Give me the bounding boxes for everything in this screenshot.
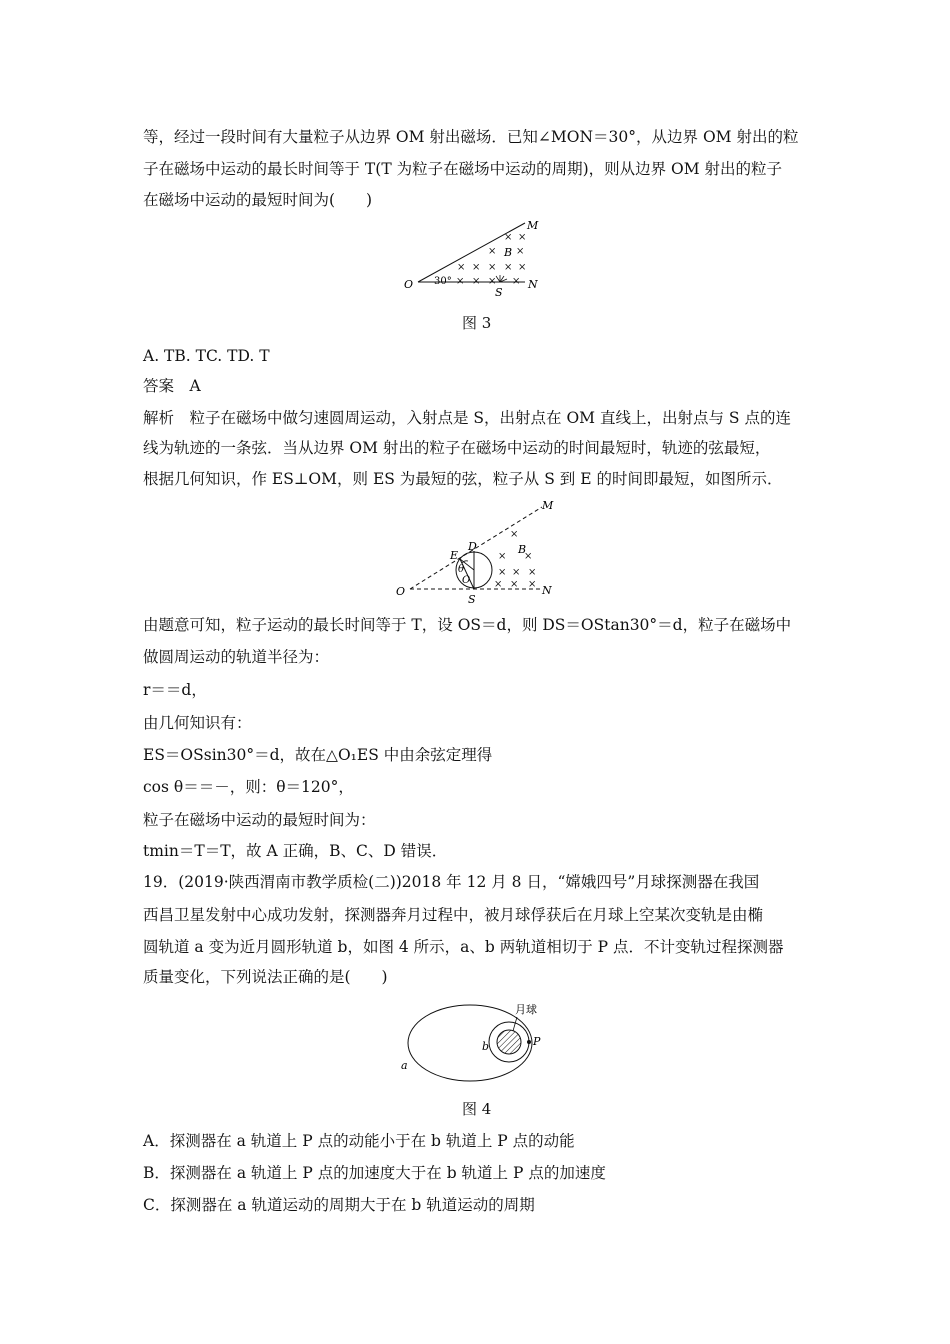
figure-3-diagram	[400, 218, 550, 300]
fig3-label-s: S	[495, 286, 503, 299]
fig4-label-b: b	[482, 1040, 490, 1053]
fig3-label-m: M	[527, 219, 539, 232]
field-cross-mark: ×	[516, 246, 525, 257]
field-cross-mark: ×	[524, 551, 533, 562]
fig-analysis-label-o1: O	[462, 575, 471, 586]
fig4-label-p: P	[533, 1035, 541, 1048]
fig3-angle-label: 30°	[434, 276, 452, 287]
q19-text-line-3: 圆轨道 a 变为近月圆形轨道 b，如图 4 所示，a、b 两轨道相切于 P 点．不计变轨过程探测器	[143, 938, 784, 956]
field-cross-mark: ×	[488, 262, 497, 273]
fig-analysis-label-theta: θ	[458, 564, 465, 575]
q18-options: A. TB. TC. TD. T	[143, 347, 270, 365]
fig-analysis-label-e: E	[450, 549, 459, 562]
fig-analysis-label-b: B	[518, 543, 527, 556]
derivation-line-5: ES＝OSsin30°＝d，故在△O₁ES 中由余弦定理得	[143, 746, 493, 764]
field-cross-mark: ×	[510, 579, 519, 590]
figure-3-caption: 图 3	[462, 314, 492, 332]
field-cross-mark: ×	[472, 262, 481, 273]
field-cross-mark: ×	[518, 262, 527, 273]
q18-text-line-1: 等，经过一段时间有大量粒子从边界 OM 射出磁场．已知∠MON＝30°，从边界 OM 射出的粒	[143, 128, 799, 146]
derivation-line-4: 由几何知识有：	[143, 714, 252, 732]
q19-option-b: B．探测器在 a 轨道上 P 点的加速度大于在 b 轨道上 P 点的加速度	[143, 1164, 606, 1182]
figure-4-diagram	[395, 993, 555, 1088]
fig3-label-b: B	[504, 246, 513, 259]
fig-analysis-label-n: N	[542, 584, 552, 597]
fig-analysis-label-s: S	[468, 593, 476, 605]
field-cross-mark: ×	[528, 567, 537, 578]
fig-analysis-label-m: M	[542, 499, 554, 512]
field-cross-mark: ×	[494, 579, 503, 590]
field-cross-mark: ×	[528, 579, 537, 590]
q18-analysis-line-2: 线为轨迹的一条弦．当从边界 OM 射出的粒子在磁场中运动的时间最短时，轨迹的弦最短，	[143, 439, 771, 457]
field-cross-mark: ×	[488, 246, 497, 257]
field-cross-mark: ×	[498, 567, 507, 578]
field-cross-mark: ×	[456, 276, 465, 287]
derivation-line-7: 粒子在磁场中运动的最短时间为：	[143, 811, 376, 829]
derivation-line-2: 做圆周运动的轨道半径为：	[143, 648, 330, 666]
q18-answer: 答案 A	[143, 377, 201, 395]
derivation-line-1: 由题意可知，粒子运动的最长时间等于 T，设 OS＝d，则 DS＝OStan30°＝d，粒子在磁场中	[143, 616, 792, 634]
derivation-line-6: cos θ＝＝－，则：θ＝120°，	[143, 778, 354, 796]
q18-analysis-line-1: 解析 粒子在磁场中做匀速圆周运动，入射点是 S，出射点在 OM 直线上，出射点与 S 点的连	[143, 409, 791, 427]
derivation-line-8: tmin＝T＝T，故 A 正确，B、C、D 错误．	[143, 842, 448, 860]
analysis-figure-diagram	[392, 497, 567, 605]
field-cross-mark: ×	[504, 262, 513, 273]
field-cross-mark: ×	[498, 551, 507, 562]
q19-option-c: C．探测器在 a 轨道运动的周期大于在 b 轨道运动的周期	[143, 1196, 535, 1214]
fig3-label-n: N	[528, 278, 538, 291]
q18-analysis-line-3: 根据几何知识，作 ES⊥OM，则 ES 为最短的弦，粒子从 S 到 E 的时间即最短，如图所示．	[143, 470, 783, 488]
derivation-line-3: r＝＝d，	[143, 681, 207, 699]
field-cross-mark: ×	[512, 567, 521, 578]
q19-option-a: A．探测器在 a 轨道上 P 点的动能小于在 b 轨道上 P 点的动能	[143, 1132, 575, 1150]
q18-text-line-3: 在磁场中运动的最短时间为( )	[143, 191, 373, 209]
q19-text-line-1: 19．(2019·陕西渭南市教学质检(二))2018 年 12 月 8 日，“嫦娥四号”月球探测器在我国	[143, 873, 760, 891]
fig4-label-a: a	[401, 1059, 408, 1072]
fig3-label-o: O	[404, 278, 414, 291]
field-cross-mark: ×	[510, 529, 519, 540]
field-cross-mark: ×	[512, 276, 521, 287]
fig-analysis-label-o: O	[396, 585, 406, 598]
field-cross-mark: ×	[457, 262, 466, 273]
figure-4-caption: 图 4	[462, 1100, 492, 1118]
q18-text-line-2: 子在磁场中运动的最长时间等于 T(T 为粒子在磁场中运动的周期)，则从边界 OM 射出的粒子	[143, 160, 783, 178]
field-cross-mark: ×	[504, 232, 513, 243]
fig-analysis-label-d: D	[468, 540, 477, 553]
field-cross-mark: ×	[472, 276, 481, 287]
field-cross-mark: ×	[488, 276, 497, 287]
fig4-label-moon: 月球	[515, 1003, 537, 1016]
field-cross-mark: ×	[518, 232, 527, 243]
q19-text-line-2: 西昌卫星发射中心成功发射，探测器奔月过程中，被月球俘获后在月球上空某次变轨是由椭	[143, 906, 764, 924]
q19-text-line-4: 质量变化，下列说法正确的是( )	[143, 968, 388, 986]
